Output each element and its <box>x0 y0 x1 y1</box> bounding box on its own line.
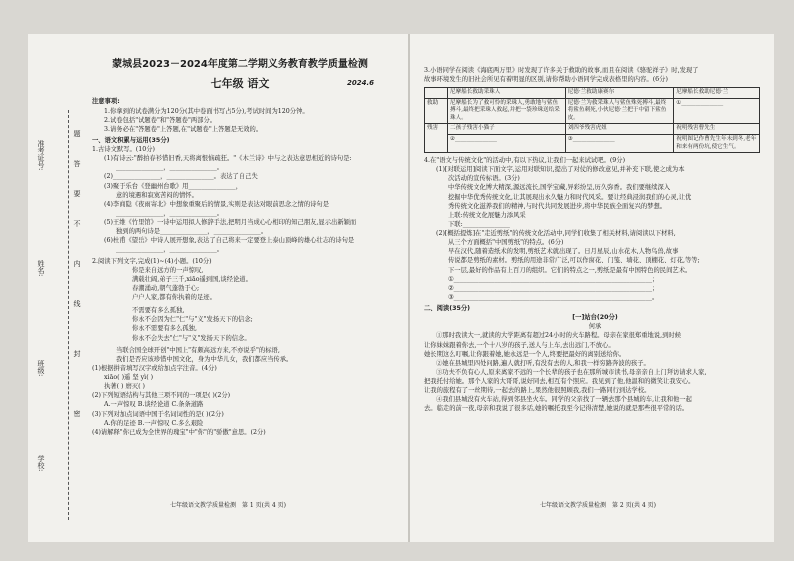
gutter-cut-2: 封 <box>73 350 81 357</box>
gutter-label-id: 准考证号: <box>37 140 45 171</box>
right-footer: 七年级语文教学质量检测 第 2 页(共 4 页) <box>540 502 656 509</box>
q2-sub-0: (1)根据拼音填写汉字或给加点字注音。(4分) <box>92 364 217 372</box>
exam-subtitle <box>92 76 388 92</box>
q2-sub-7: (4)请解释"你已成为全世界的瑰宝"中"你"的"骄傲"意思。(2分) <box>92 428 266 436</box>
q1-line-6: (4)李商隐《夜雨寄北》中想象重聚后的情景,实则是表达对眼前思念之情的诗句是 <box>104 200 330 208</box>
gutter-label-school: 学校: <box>37 455 45 472</box>
q2-intro: 2.阅读下列文字,完成(1)~(4)小题。(10分) <box>92 257 212 265</box>
table-row <box>425 88 760 99</box>
table-cell: 二孩子残害小猫子 <box>448 124 566 135</box>
gutter-cut-3: 线 <box>73 300 81 307</box>
poem2-line-3: 你永不会失去"仁"与"义"发扬天下的信念。 <box>132 334 251 342</box>
q4-2-line-4: 下一层,最好的作品有上百刀的组织。它们的特点之一,剪纸是最有中国特色的民间艺术。 <box>448 266 692 274</box>
q1-line-8: (5)王维《竹里馆》一诗中运用拟人修辞手法,把明月当成心心相印的知己朋友,显示出新颖而 <box>104 219 357 227</box>
page-fold <box>408 34 410 542</box>
poem2-line-1: 你永不会因为仁"仁"与"义"发扬天下的信念; <box>132 316 253 324</box>
row-label-rescue: 救助 <box>425 98 448 124</box>
table-cell: 祝明图记作曹先生年未到冬,老年和来有两份坑,使它生气。 <box>674 134 760 152</box>
gutter-cut-1: 密 <box>73 410 81 417</box>
passage-line-2: 她长期这么叮嘱,让你跟着她,她永远是一个人,终要把最好的离别送给你。 <box>424 350 626 358</box>
q2-sub-3: (2)下列短语结构与其他三项不同的一项是( )(2分) <box>92 392 231 400</box>
gutter-cut-8: 题 <box>73 130 81 137</box>
gutter-cut-5: 不 <box>73 220 81 227</box>
part1-title: 一、语文积累与运用(35分) <box>92 136 170 144</box>
q4-intro: 4.在"语文与传统文化"的活动中,有以下热议,让我们一起来试试吧。(9分) <box>424 157 626 165</box>
binding-gutter <box>32 110 90 520</box>
q2-sub-6: A.你的足迹 B.一声惊叹 C.多么艰险 <box>104 419 204 427</box>
left-footer: 七年级语文教学质量检测 第 1 页(共 4 页) <box>170 502 286 509</box>
answer-cell-3[interactable]: ③_______________ <box>565 134 674 152</box>
table-cell: 刘四爷残害虎妞 <box>565 124 674 135</box>
seal-line <box>68 110 69 520</box>
exam-date: 2024.6 <box>346 78 374 87</box>
poem1-line-3: 户户人家,都有你执着的足迹。 <box>132 294 216 302</box>
q1-line-4: (3)聚于乐台《登幽州台歌》用_______________， <box>104 182 243 190</box>
passage-line-7: ④我们县城没有火车站,得到邻县坐火车。同学的父亲找了一辆去那个县城的车,让我和他一起 <box>436 396 692 404</box>
passage-line-8: 去。临走的前一夜,母亲和我说了很多话,她的嘱托我至今记得清楚,她说的就是那些很平常的话。 <box>424 405 689 413</box>
table-head: 尼摩船长救助采珠人 <box>448 88 566 99</box>
note-1: 1.你拿到的试卷满分为120分(其中卷面书写占5分),考试时间为120分钟。 <box>104 107 309 115</box>
q4-1-line-0: (1)[对联运用]阅读下面文字,运用对联知识,提出了对仗的修改意见,并补充下联,使之成为本 <box>436 166 685 174</box>
q2-end-2: 我们是否应该珍惜中国文化，身为中华儿女，我们都应当传承。 <box>116 355 293 363</box>
reading-table <box>424 87 760 153</box>
q2-sub-2: 执著( ) 磨灭( ) <box>104 383 146 391</box>
right-page <box>424 66 766 414</box>
q4-1-line-2: 中华传统文化博大精深,源远流长,国学宝藏,异彩纷呈,历久弥香。我们要继续深入 <box>448 184 671 192</box>
row-label-harm: 残害 <box>425 124 448 153</box>
table-cell: 尼摩船长为了救可怜的采珠人,勇敢地与鲨鱼搏斗,最终把采珠人救起,并把一袋珍珠送给采珠人。 <box>448 98 566 124</box>
poem2-line-2: 你永不需要有多么孤独, <box>132 325 197 333</box>
passage-line-3: ②她在县城里四处问路,遍人就打听,有没有去的人,和我一样穷路奔波的孩子。 <box>436 359 650 367</box>
table-row <box>425 124 760 135</box>
q4-1-line-6[interactable]: 下联:_______________ <box>448 220 510 228</box>
poem1-line-0: 你是来自远方的一声惊叹, <box>132 266 204 274</box>
q2-end: 当联合国全球开创"中国上"有颇高远方来,不亦说乎"的标语, <box>116 346 280 354</box>
gutter-label-class: 班级: <box>37 360 45 377</box>
q4-2-line-1: 从三个方面概括"中国剪纸"的特点。(6分) <box>448 239 564 247</box>
passage-line-6: 让我的旅程有了一丝期待,一起去的路上,果然他很照顾我,我们一路同行到达学校。 <box>424 387 651 395</box>
table-head: 尼摩船长救助尼德·兰 <box>674 88 760 99</box>
q4-2-answer-2[interactable]: ②_______________________________________________________________； <box>448 284 659 292</box>
q2-sub-5: (3)下列对加点词语中国于名词词性的是( )(2分) <box>92 410 224 418</box>
gutter-cut-7: 答 <box>73 160 81 167</box>
answer-cell-1[interactable]: ①_______________ <box>674 98 760 124</box>
poem2-line-0: 不需要有多么孤独, <box>132 307 185 315</box>
q4-2-answer-3[interactable]: ③_______________________________________________________________。 <box>448 293 659 301</box>
table-row <box>425 98 760 124</box>
q4-2-line-3: 传说都是剪纸的素材。剪纸的用途非常广泛,可以作窗花、门笺、墙花、顶棚花、灯花,等等; <box>448 257 700 265</box>
notes-title: 注意事项: <box>92 98 120 106</box>
section1-author: 何承 <box>588 323 602 331</box>
gutter-label-name: 姓名: <box>37 260 45 277</box>
section1-title: [一]站台(20分) <box>572 314 618 322</box>
q4-2-answer-1[interactable]: ①_______________________________________________________________； <box>448 275 659 283</box>
table-head: 尼德·兰救助康赛尔 <box>565 88 674 99</box>
table-cell: 祝明残害曹先生 <box>674 124 760 135</box>
left-page <box>92 44 388 437</box>
note-2: 2.试卷包括"试题卷"和"答题卷"两部分。 <box>104 116 217 124</box>
q1-line-1: (1)有诗云:"醉拍春衫惜旧香,天将离恨恼疏狂。"《木兰诗》中与之表达意思相近的诗句是: <box>104 155 352 163</box>
q1-line-11: _______________，_______________。 <box>116 246 224 254</box>
q1-line-3: (2)_______________，_______________。表达了自己失 <box>104 173 258 181</box>
table-cell: 尼德·兰为救采珠人与鲨鱼殊死搏斗,最终将鲨鱼刺死,小伙尼德·兰把于中留下鲨鱼皮。 <box>565 98 674 124</box>
poem1-line-1: 满载壮阔,弟子三千,xiāo遥到国,谈经论道。 <box>132 275 252 283</box>
q1-line-10: (6)杜甫《望岳》中诗人展开想象,表达了自己将来一定要登上泰山顶峰的雄心壮志的诗句是 <box>104 237 355 245</box>
q1-line-2: _______________，_______________。 <box>116 164 224 172</box>
table-row <box>425 134 760 152</box>
q2-sub-1: xiāo( )遥 坚 yì( ) <box>104 374 154 382</box>
q3-intro-0: 3.小语同学在阅读《海底两万里》时发现了许多关于救助的故事,而且在阅读《骆驼祥子》时,发现了 <box>424 67 699 74</box>
table-corner <box>425 88 448 99</box>
q1-line-0: 1.古诗文默写。(10分) <box>92 146 156 154</box>
q4-1-line-1: 次活动的宣传标语。(3分) <box>448 175 520 183</box>
passage-line-4: ③功夫不负有心人,原来离家不远的一个长辈的孩子也在那所城市读书,母亲亲自上门拜访请求人家, <box>436 368 707 376</box>
answer-cell-2[interactable]: ②_______________ <box>448 134 566 152</box>
gutter-cut-6: 要 <box>73 190 81 197</box>
poem1-line-2: 春潮涌动,朝气蓬勃于心; <box>132 284 200 292</box>
q1-line-5: 意的境遇和寂寞苦闷的情怀。 <box>116 191 198 199</box>
passage-line-1: 让你妹妹跟着你去,一个十八岁的孩子,送人与上车,去出远门,不放心。 <box>424 341 615 349</box>
gutter-cut-4: 内 <box>73 260 81 267</box>
q4-1-line-5: 上联:传统文化展魅力添风采 <box>448 211 526 219</box>
passage-line-0: ①那时我读大一,就读的大学距离有超过24小时的火车路程。母亲在家很郑重地说,到时候 <box>436 332 682 340</box>
grade-subject: 七年级 语文 <box>210 76 270 90</box>
q4-1-line-3: 挖掘中华优秀传统文化,让其展现出永久魅力和时代风采。要让经典浸润我们的心灵,让优 <box>448 193 692 201</box>
note-3: 3.请务必在"答题卷"上答题,在"试题卷"上答题是无效的。 <box>104 125 263 133</box>
q4-2-line-2: 早在汉代,随着造纸术的发明,剪纸艺术就出现了。日月星辰,山水花木,人物鸟兽,故事 <box>448 248 679 256</box>
q1-line-9: 独到的两句诗是_______________，_______________。 <box>116 228 268 236</box>
q4-1-line-4: 秀传统文化滋养我们的精神,与时代共同发展进步,将中华民族全面复兴的梦想。 <box>448 202 667 210</box>
exam-title: 蒙城县2023－2024年度第二学期义务教育教学质量检测 <box>112 59 368 70</box>
q4-2-line-0: (2)[概括提炼]在"走近剪纸"的传统文化活动中,同学们收集了相关材料,请阅读以下材料, <box>436 230 676 238</box>
q2-sub-4: A.一声惊叹 B.谈经论道 C.条条道路 <box>104 401 204 409</box>
part2-title: 二、阅读(35分) <box>424 305 471 313</box>
q3-intro-1: 故事环境发生的旧社会所见有着明显的区别,请你帮助小语同学完成表格里的内容。(6分) <box>424 76 668 84</box>
q1-line-7: _______________，_______________。 <box>116 209 224 217</box>
passage-line-5: 把我托付给她。那个人家的大哥哥,说好同去,相互有个照应。我见到了他,他温和的微笑让我安心。 <box>424 378 695 386</box>
